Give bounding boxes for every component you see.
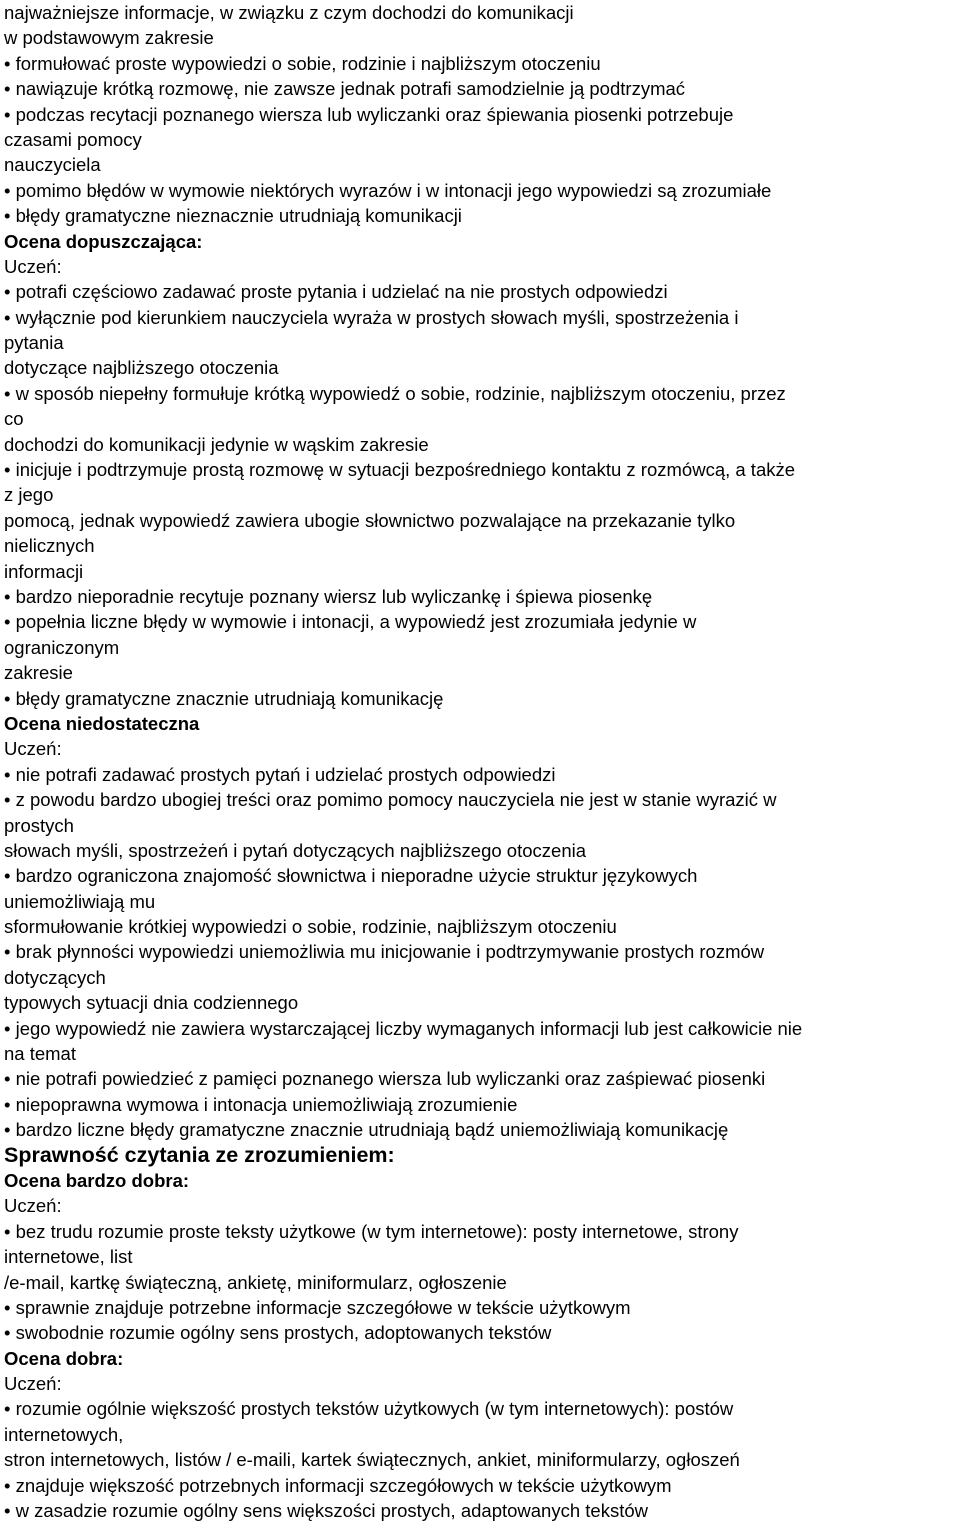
student-label: Uczeń: — [4, 1195, 62, 1217]
text-line: stron internetowych, listów / e-maili, kartek świątecznych, ankiet, miniformularzy, ogłoszeń — [4, 1449, 740, 1471]
text-line: czasami pomocy — [4, 128, 142, 150]
bullet-item: • bez trudu rozumie proste teksty użytkowe (w tym internetowe): posty internetowe, strony — [4, 1220, 739, 1242]
text-line: uniemożliwiają mu — [4, 890, 156, 912]
grade-heading: Ocena dobra: — [4, 1347, 124, 1369]
text-line: pytania — [4, 332, 64, 354]
bullet-item: • formułować proste wypowiedzi o sobie, rodzinie i najbliższym otoczeniu — [4, 52, 601, 74]
text-line: co — [4, 408, 24, 430]
text-line: internetowe, list — [4, 1246, 133, 1268]
bullet-item: • błędy gramatyczne znacznie utrudniają komunikację — [4, 687, 444, 709]
bullet-item: • popełnia liczne błędy w wymowie i intonacji, a wypowiedź jest zrozumiała jedynie w — [4, 611, 697, 633]
bullet-item: • podczas recytacji poznanego wiersza lub wyliczanki oraz śpiewania piosenki potrzebuje — [4, 103, 734, 125]
bullet-item: • inicjuje i podtrzymuje prostą rozmowę w sytuacji bezpośredniego kontaktu z rozmówcą, a także — [4, 459, 796, 481]
text-line: najważniejsze informacje, w związku z czym dochodzi do komunikacji — [4, 2, 574, 23]
bullet-item: • bardzo ograniczona znajomość słownictwa i nieporadne użycie struktur językowych — [4, 865, 698, 887]
text-line: dochodzi do komunikacji jedynie w wąskim zakresie — [4, 433, 429, 455]
text-line: zakresie — [4, 662, 73, 684]
text-line: informacji — [4, 560, 84, 582]
bullet-item: • potrafi częściowo zadawać proste pytania i udzielać na nie prostych odpowiedzi — [4, 281, 668, 303]
text-line: internetowych, — [4, 1423, 124, 1445]
grade-heading: Ocena bardzo dobra: — [4, 1169, 190, 1191]
bullet-item: • z powodu bardzo ubogiej treści oraz pomimo pomocy nauczyciela nie jest w stanie wyrazić w — [4, 789, 777, 811]
bullet-item: • nie potrafi powiedzieć z pamięci poznanego wiersza lub wyliczanki oraz zaśpiewać piosenki — [4, 1068, 766, 1090]
student-label: Uczeń: — [4, 738, 62, 760]
bullet-item: • sprawnie znajduje potrzebne informacje szczegółowe w tekście użytkowym — [4, 1296, 631, 1318]
text-line: słowach myśli, spostrzeżeń i pytań dotyczących najbliższego otoczenia — [4, 839, 587, 861]
text-line: /e-mail, kartkę świąteczną, ankietę, miniformularz, ogłoszenie — [4, 1271, 507, 1293]
text-line: ograniczonym — [4, 636, 120, 658]
bullet-item: • znajduje większość potrzebnych informacji szczegółowych w tekście użytkowym — [4, 1474, 672, 1496]
student-label: Uczeń: — [4, 255, 62, 277]
bullet-item: • w zasadzie rozumie ogólny sens większości prostych, adaptowanych tekstów — [4, 1500, 648, 1522]
bullet-item: • swobodnie rozumie ogólny sens prostych, adoptowanych tekstów — [4, 1322, 552, 1344]
bullet-item: • w sposób niepełny formułuje krótką wypowiedź o sobie, rodzinie, najbliższym otoczeniu, przez — [4, 382, 786, 404]
bullet-item: • jego wypowiedź nie zawiera wystarczającej liczby wymaganych informacji lub jest całkowicie nie — [4, 1017, 803, 1039]
bullet-item: • błędy gramatyczne nieznacznie utrudniają komunikacji — [4, 205, 462, 227]
text-line: w podstawowym zakresie — [4, 27, 214, 49]
text-line: na temat — [4, 1043, 76, 1065]
text-line: nielicznych — [4, 535, 95, 557]
bullet-item: • niepoprawna wymowa i intonacja uniemożliwiają zrozumienie — [4, 1093, 518, 1115]
text-line: sformułowanie krótkiej wypowiedzi o sobie, rodzinie, najbliższym otoczeniu — [4, 916, 617, 938]
bullet-item: • rozumie ogólnie większość prostych tekstów użytkowych (w tym internetowych): postów — [4, 1398, 734, 1420]
student-label: Uczeń: — [4, 1373, 62, 1395]
section-heading: Sprawność czytania ze zrozumieniem: — [4, 1142, 395, 1167]
text-line: pomocą, jednak wypowiedź zawiera ubogie słownictwo pozwalające na przekazanie tylko — [4, 509, 736, 531]
bullet-item: • bardzo nieporadnie recytuje poznany wiersz lub wyliczankę i śpiewa piosenkę — [4, 585, 653, 607]
grade-heading: Ocena niedostateczna — [4, 712, 200, 734]
text-line: prostych — [4, 814, 74, 836]
bullet-item: • bardzo liczne błędy gramatyczne znacznie utrudniają bądź uniemożliwiają komunikację — [4, 1119, 729, 1141]
bullet-item: • nawiązuje krótką rozmowę, nie zawsze jednak potrafi samodzielnie ją podtrzymać — [4, 78, 686, 100]
text-line: nauczyciela — [4, 154, 101, 176]
text-line: typowych sytuacji dnia codziennego — [4, 992, 299, 1014]
text-line: dotyczące najbliższego otoczenia — [4, 357, 279, 379]
bullet-item: • brak płynności wypowiedzi uniemożliwia mu inicjowanie i podtrzymywanie prostych rozmów — [4, 941, 765, 963]
text-line: dotyczących — [4, 966, 106, 988]
text-line: z jego — [4, 484, 54, 506]
bullet-item: • pomimo błędów w wymowie niektórych wyrazów i w intonacji jego wypowiedzi są zrozumiałe — [4, 179, 772, 201]
grade-heading: Ocena dopuszczająca: — [4, 230, 203, 252]
bullet-item: • nie potrafi zadawać prostych pytań i udzielać prostych odpowiedzi — [4, 763, 556, 785]
bullet-item: • wyłącznie pod kierunkiem nauczyciela wyraża w prostych słowach myśli, spostrzeżenia i — [4, 306, 739, 328]
